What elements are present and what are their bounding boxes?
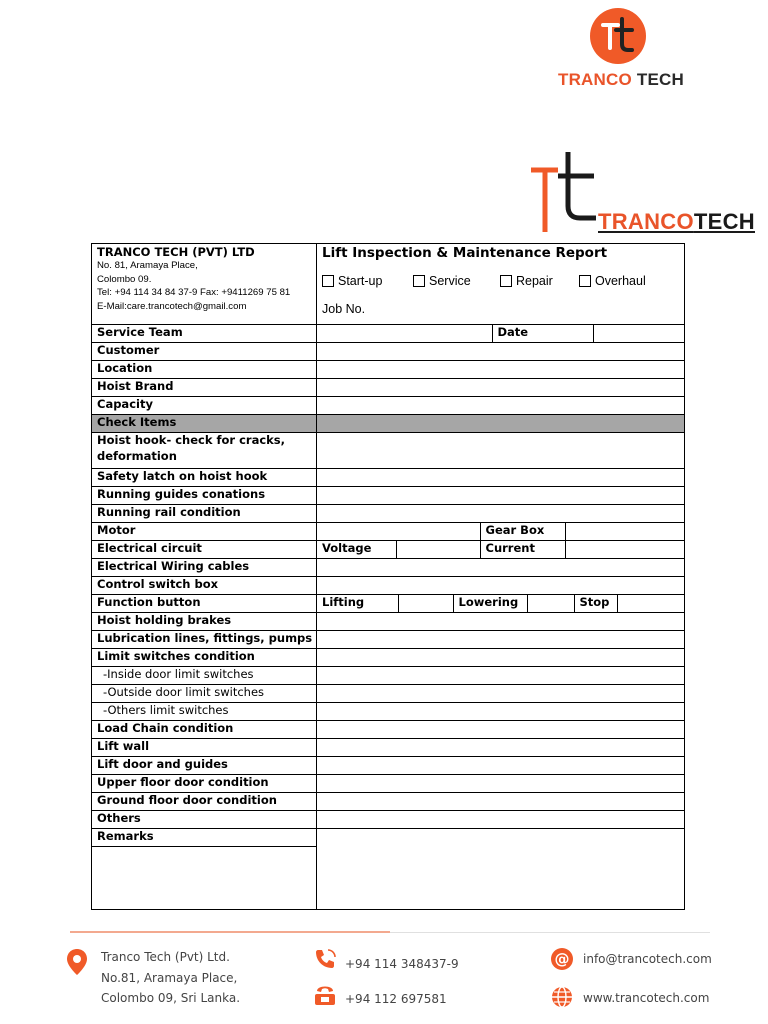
table-row (92, 811, 685, 829)
globe-icon (551, 986, 573, 1008)
table-row (92, 343, 685, 361)
others-field[interactable] (317, 811, 685, 829)
table-row (92, 793, 685, 811)
motor-label: Motor (92, 523, 317, 541)
table-row (92, 685, 685, 703)
outside-door-field[interactable] (317, 685, 685, 703)
gear-box-field[interactable] (565, 523, 684, 540)
table-row (92, 325, 685, 343)
capacity-label: Capacity (92, 397, 317, 415)
electrical-circuit-cell (317, 541, 685, 559)
table-row (92, 577, 685, 595)
table-row (92, 757, 685, 775)
others-label: Others (92, 811, 317, 829)
gear-box-label: Gear Box (480, 523, 565, 540)
startup-checkbox[interactable] (322, 275, 334, 287)
voltage-field[interactable] (396, 541, 480, 558)
limit-switches-label: Limit switches condition (92, 649, 317, 667)
date-label: Date (492, 325, 593, 342)
table-row (92, 559, 685, 577)
company-phone: Tel: +94 114 34 84 37-9 Fax: +9411269 75 81 (97, 287, 291, 298)
upper-floor-field[interactable] (317, 775, 685, 793)
motor-field[interactable] (317, 523, 480, 540)
option-repair-label: Repair (516, 274, 553, 288)
table-row (92, 703, 685, 721)
upper-floor-label: Upper floor door condition (92, 775, 317, 793)
email-at-icon: @ (551, 948, 573, 970)
lubrication-label: Lubrication lines, fittings, pumps (92, 631, 317, 649)
load-chain-field[interactable] (317, 721, 685, 739)
brand-dark-text: TECH (636, 70, 684, 89)
date-field[interactable] (593, 325, 684, 342)
location-pin-icon (66, 948, 88, 976)
report-title: Lift Inspection & Maintenance Report (322, 245, 608, 261)
table-row (92, 469, 685, 487)
customer-label: Customer (92, 343, 317, 361)
table-row (92, 361, 685, 379)
table-row (92, 433, 685, 469)
hoist-brand-label: Hoist Brand (92, 379, 317, 397)
table-row (92, 721, 685, 739)
service-team-label: Service Team (92, 325, 317, 343)
customer-field[interactable] (317, 343, 685, 361)
lift-wall-field[interactable] (317, 739, 685, 757)
job-no-label: Job No. (322, 302, 366, 316)
lift-wall-label: Lift wall (92, 739, 317, 757)
brand-orange-text: TRANCO (558, 70, 632, 89)
remarks-blank-cell (92, 847, 317, 910)
top-logo-mark (590, 8, 646, 64)
hoist-brand-field[interactable] (317, 379, 685, 397)
running-guides-label: Running guides conations (92, 487, 317, 505)
mid-brand-orange-text: TRANCO (598, 209, 694, 234)
stop-field[interactable] (617, 595, 684, 612)
company-name: TRANCO TECH (PVT) LTD (97, 245, 255, 259)
others-limit-label: -Others limit switches (92, 703, 317, 721)
limit-switches-field[interactable] (317, 649, 685, 667)
hoist-brakes-label: Hoist holding brakes (92, 613, 317, 631)
fax-phone-icon (313, 981, 337, 1007)
service-team-cell (317, 325, 685, 343)
company-address-2: Colombo 09. (97, 273, 152, 285)
option-startup-label: Start-up (338, 274, 383, 288)
footer-address-2: No.81, Aramaya Place, (101, 971, 238, 985)
check-items-header-row (92, 415, 685, 433)
table-row (92, 631, 685, 649)
table-row (92, 613, 685, 631)
table-row (92, 649, 685, 667)
lowering-label: Lowering (453, 595, 527, 612)
hoist-hook-label (92, 433, 317, 469)
check-items-label: Check Items (92, 415, 317, 433)
footer-website[interactable]: www.trancotech.com (583, 991, 710, 1005)
running-rail-label: Running rail condition (92, 505, 317, 523)
current-label: Current (480, 541, 565, 558)
hoist-hook-field[interactable] (317, 433, 685, 469)
mid-logo-mark (528, 150, 598, 234)
stop-label: Stop (574, 595, 617, 612)
report-type-options (322, 274, 679, 288)
footer-address-1: Tranco Tech (Pvt) Ltd. (101, 950, 230, 964)
inspection-form-table (91, 243, 685, 910)
overhaul-checkbox[interactable] (579, 275, 591, 287)
service-team-field[interactable] (317, 325, 492, 342)
function-button-cell (317, 595, 685, 613)
footer-phone-2: +94 112 697581 (345, 992, 447, 1006)
table-row (92, 487, 685, 505)
running-rail-field[interactable] (317, 505, 685, 523)
location-label: Location (92, 361, 317, 379)
lifting-label: Lifting (322, 595, 365, 609)
option-overhaul[interactable] (579, 274, 646, 288)
function-button-label: Function button (92, 595, 317, 613)
hoist-hook-line-1: Hoist hook- check for cracks, (97, 433, 286, 447)
current-field[interactable] (565, 541, 684, 558)
option-service[interactable] (413, 274, 500, 288)
remarks-row (92, 829, 685, 847)
company-info-cell (92, 244, 317, 325)
inside-door-label: -Inside door limit switches (92, 667, 317, 685)
load-chain-label: Load Chain condition (92, 721, 317, 739)
table-row (92, 379, 685, 397)
footer-email[interactable]: info@trancotech.com (583, 952, 712, 966)
safety-latch-field[interactable] (317, 469, 685, 487)
phone-icon (314, 948, 338, 970)
hoist-brakes-field[interactable] (317, 613, 685, 631)
remarks-label: Remarks (92, 829, 317, 847)
option-service-label: Service (429, 274, 471, 288)
ground-floor-label: Ground floor door condition (92, 793, 317, 811)
lubrication-field[interactable] (317, 631, 685, 649)
footer-phone-1: +94 114 348437-9 (345, 957, 459, 971)
lift-door-field[interactable] (317, 757, 685, 775)
top-brand-name (558, 70, 684, 90)
voltage-label: Voltage (322, 541, 372, 555)
repair-checkbox[interactable] (500, 275, 512, 287)
footer-address-3: Colombo 09, Sri Lanka. (101, 991, 241, 1005)
table-row (92, 775, 685, 793)
control-switch-field[interactable] (317, 577, 685, 595)
hoist-hook-line-2: deformation (97, 449, 177, 463)
motor-cell (317, 523, 685, 541)
remarks-field[interactable] (317, 829, 685, 910)
header-row (92, 244, 685, 325)
inside-door-field[interactable] (317, 667, 685, 685)
control-switch-label: Control switch box (92, 577, 317, 595)
table-row (92, 595, 685, 613)
location-field[interactable] (317, 361, 685, 379)
ground-floor-field[interactable] (317, 793, 685, 811)
others-limit-field[interactable] (317, 703, 685, 721)
option-startup[interactable] (322, 274, 413, 288)
company-email: E-Mail:care.trancotech@gmail.com (97, 300, 247, 312)
safety-latch-label: Safety latch on hoist hook (92, 469, 317, 487)
service-checkbox[interactable] (413, 275, 425, 287)
table-row (92, 541, 685, 559)
report-info-cell (317, 244, 685, 325)
mid-brand-name (598, 209, 755, 235)
capacity-field[interactable] (317, 397, 685, 415)
company-address-1: No. 81, Aramaya Place, (97, 260, 198, 271)
table-row (92, 505, 685, 523)
electrical-wiring-label: Electrical Wiring cables (92, 559, 317, 577)
outside-door-label: -Outside door limit switches (92, 685, 317, 703)
electrical-circuit-label: Electrical circuit (92, 541, 317, 559)
check-items-header-cell (317, 415, 685, 433)
lowering-field[interactable] (527, 595, 574, 612)
option-overhaul-label: Overhaul (595, 274, 646, 288)
table-row (92, 739, 685, 757)
table-row (92, 523, 685, 541)
table-row (92, 667, 685, 685)
lifting-field[interactable] (398, 595, 453, 612)
table-row (92, 397, 685, 415)
mid-brand-dark-text: TECH (693, 209, 755, 234)
footer-divider-accent (70, 931, 390, 933)
running-guides-field[interactable] (317, 487, 685, 505)
lift-door-label: Lift door and guides (92, 757, 317, 775)
option-repair[interactable] (500, 274, 579, 288)
electrical-wiring-field[interactable] (317, 559, 685, 577)
